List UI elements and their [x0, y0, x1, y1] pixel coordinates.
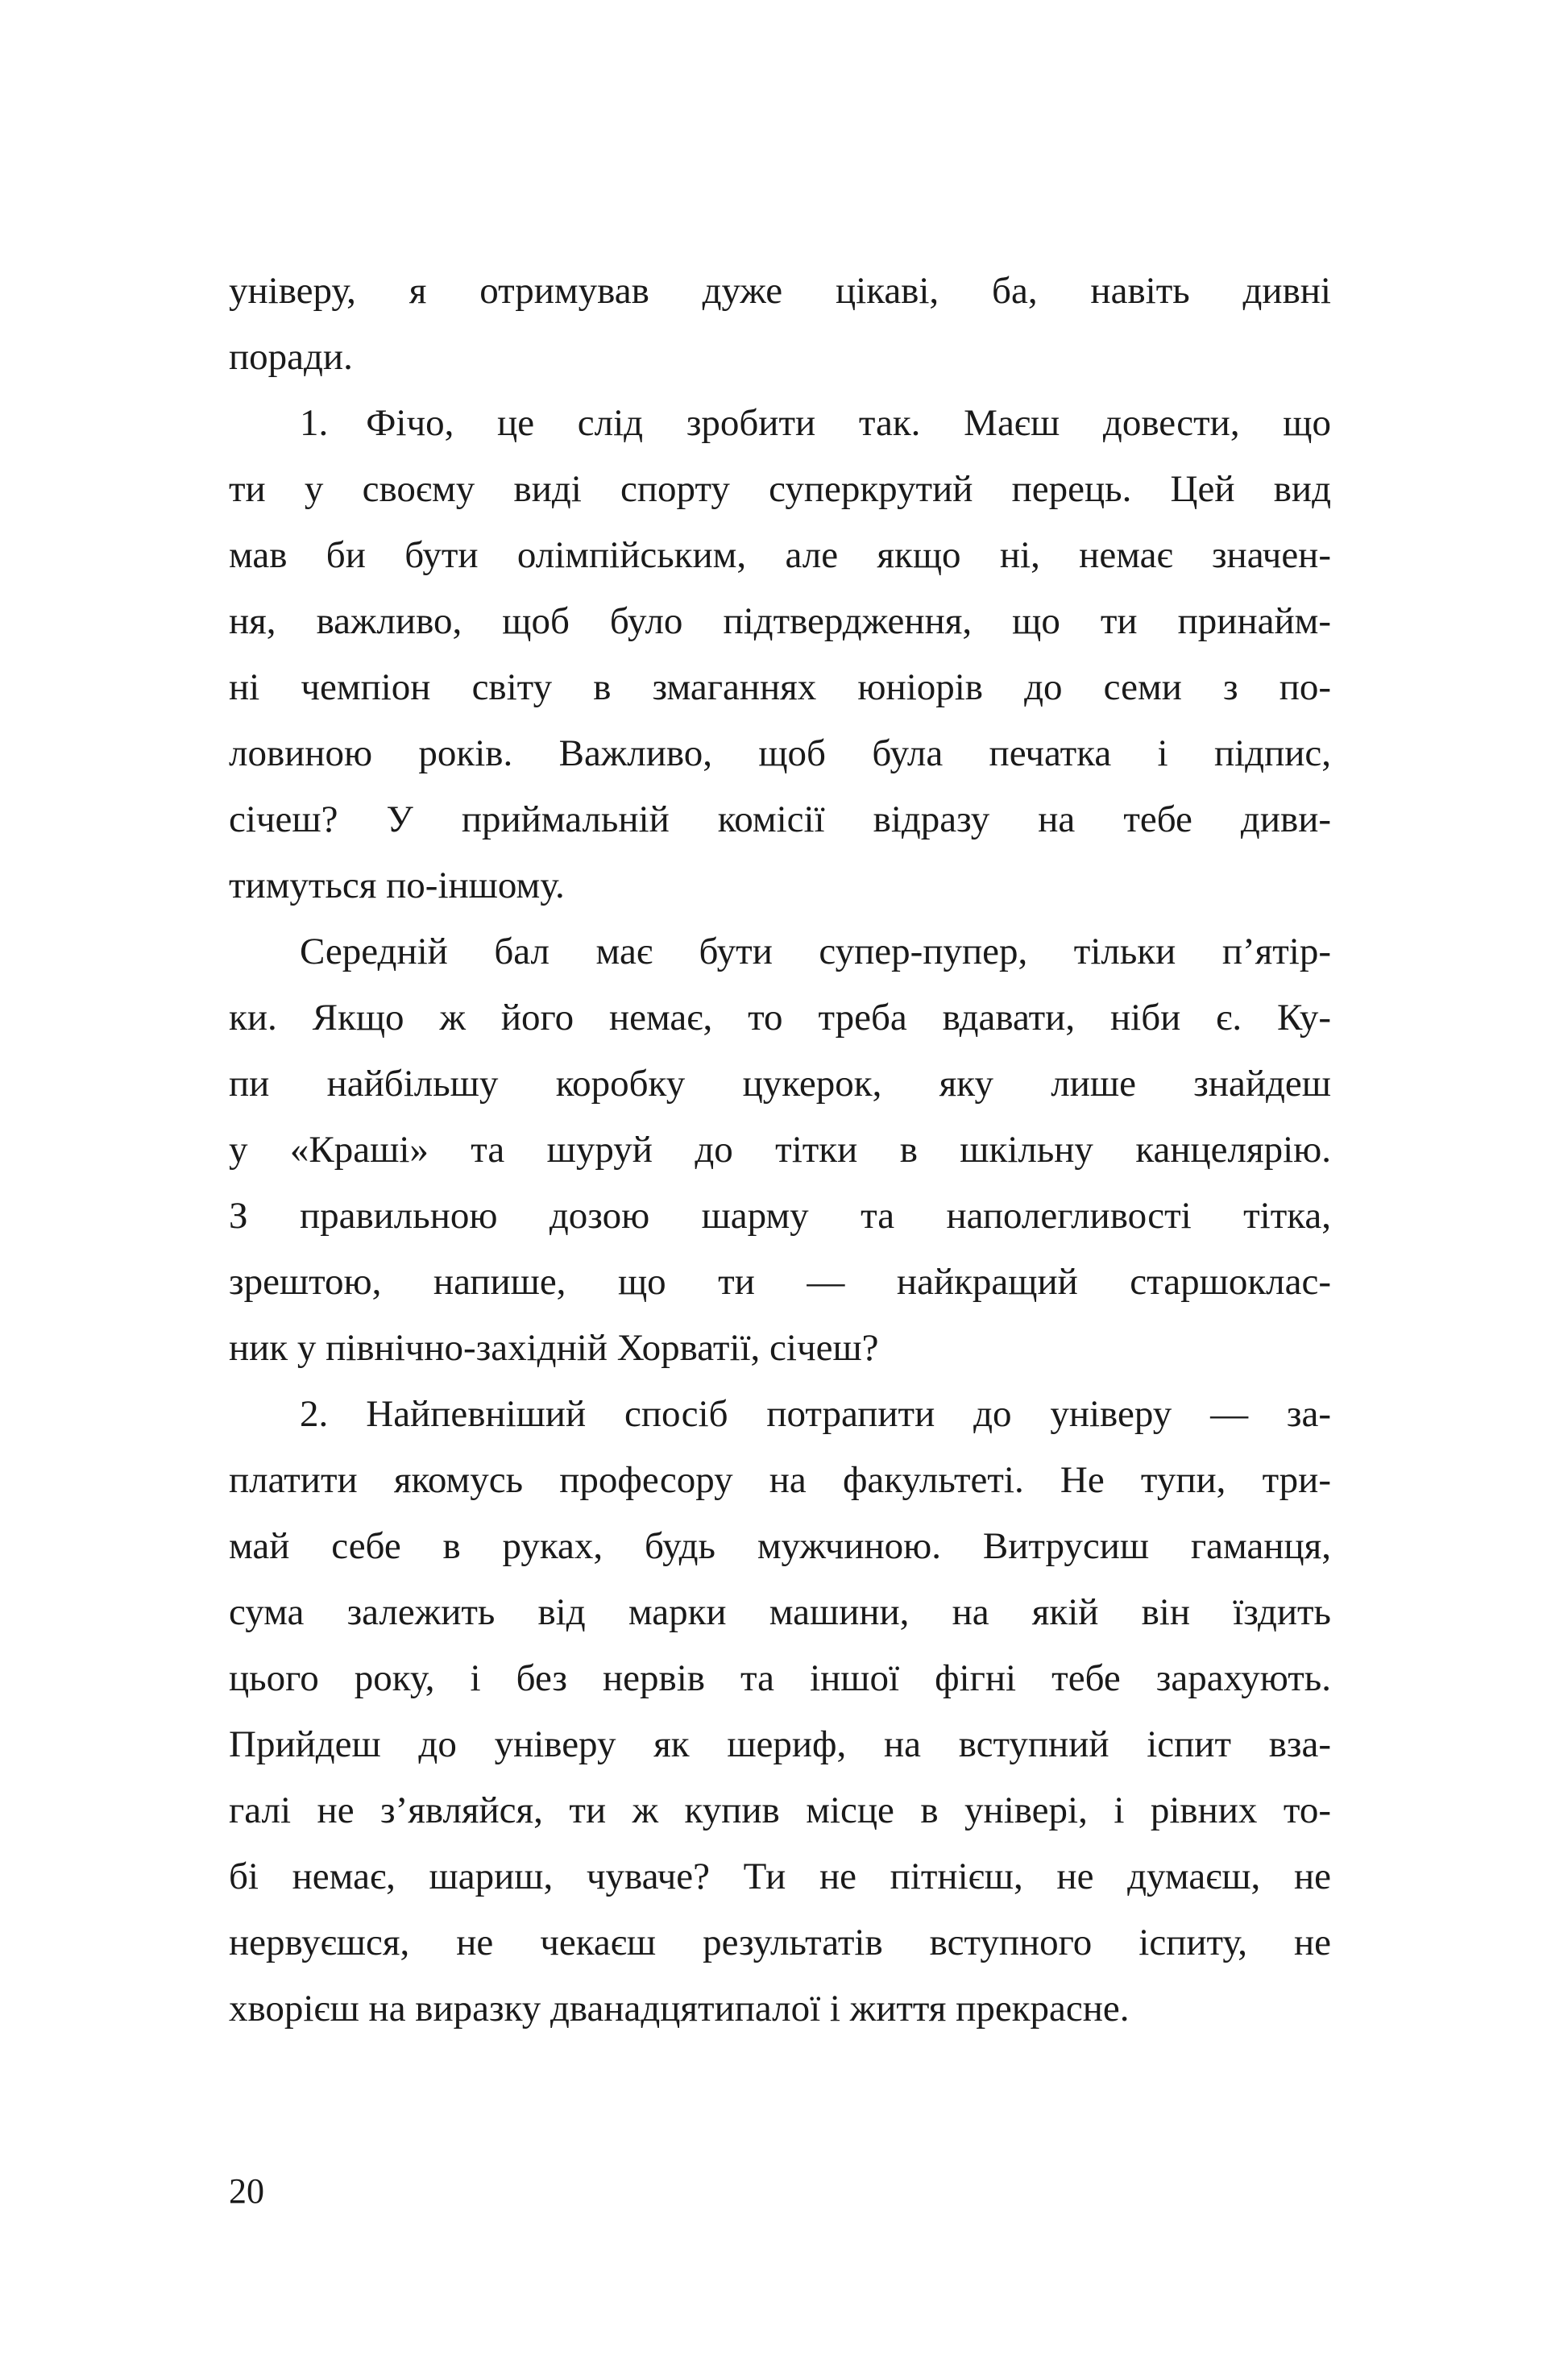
page-number: 20	[229, 2171, 264, 2211]
text-line: універу, я отримував дуже цікаві, ба, навіть дивні	[229, 270, 1331, 312]
text-line: січеш? У приймальній комісії відразу на тебе диви-	[229, 798, 1331, 840]
text-line: ки. Якщо ж його немає, то треба вдавати, ніби є. Ку-	[229, 997, 1331, 1039]
text-line: тимуться по-іншому.	[229, 865, 565, 906]
text-line: ти у своєму виді спорту суперкрутий перець. Цей вид	[229, 468, 1331, 510]
text-line: у «Краші» та шуруй до тітки в шкільну канцелярію.	[229, 1129, 1331, 1171]
text-line: бі немає, шариш, чуваче? Ти не пітнієш, не думаєш, не	[229, 1855, 1331, 1897]
text-line: З правильною дозою шарму та наполегливості тітка,	[229, 1195, 1331, 1237]
paragraph-item-1	[229, 390, 1331, 918]
text-line: платити якомусь професору на факультеті. Не тупи, три-	[229, 1459, 1331, 1501]
text-line: поради.	[229, 336, 353, 378]
text-line: цього року, і без нервів та іншої фігні тебе зарахують.	[229, 1657, 1331, 1699]
text-line: ловиною років. Важливо, щоб була печатка і підпис,	[229, 732, 1331, 774]
text-line: нервуєшся, не чекаєш результатів вступного іспиту, не	[229, 1922, 1331, 1963]
text-line: галі не з’являйся, ти ж купив місце в універі, і рівних то-	[229, 1789, 1331, 1831]
text-line: 2. Найпевніший спосіб потрапити до універу — за-	[300, 1393, 1331, 1435]
paragraph-item-2	[229, 1381, 1331, 2042]
text-line: сума залежить від марки машини, на якій він їздить	[229, 1591, 1331, 1633]
text-line: хворієш на виразку дванадцятипалої і життя прекрасне.	[229, 1988, 1130, 2030]
text-line: мав би бути олімпійським, але якщо ні, немає значен-	[229, 534, 1331, 576]
text-line: зрештою, напише, що ти — найкращий старшоклас-	[229, 1261, 1331, 1303]
paragraph-average-grade	[229, 918, 1331, 1381]
text-line: Середній бал має бути супер-пупер, тільки п’ятір-	[300, 931, 1331, 972]
text-line: ня, важливо, щоб було підтвердження, що ти принайм-	[229, 600, 1331, 642]
text-line: ник у північно-західній Хорватії, січеш?	[229, 1327, 879, 1369]
text-line: 1. Фічо, це слід зробити так. Маєш довести, що	[300, 402, 1331, 444]
text-line: Прийдеш до універу як шериф, на вступний іспит вза-	[229, 1723, 1331, 1765]
text-line: ні чемпіон світу в змаганнях юніорів до семи з по-	[229, 666, 1331, 708]
text-line: пи найбільшу коробку цукерок, яку лише знайдеш	[229, 1063, 1331, 1105]
text-line: май себе в руках, будь мужчиною. Витрусиш гаманця,	[229, 1525, 1331, 1567]
paragraph-continuation	[229, 258, 1331, 390]
